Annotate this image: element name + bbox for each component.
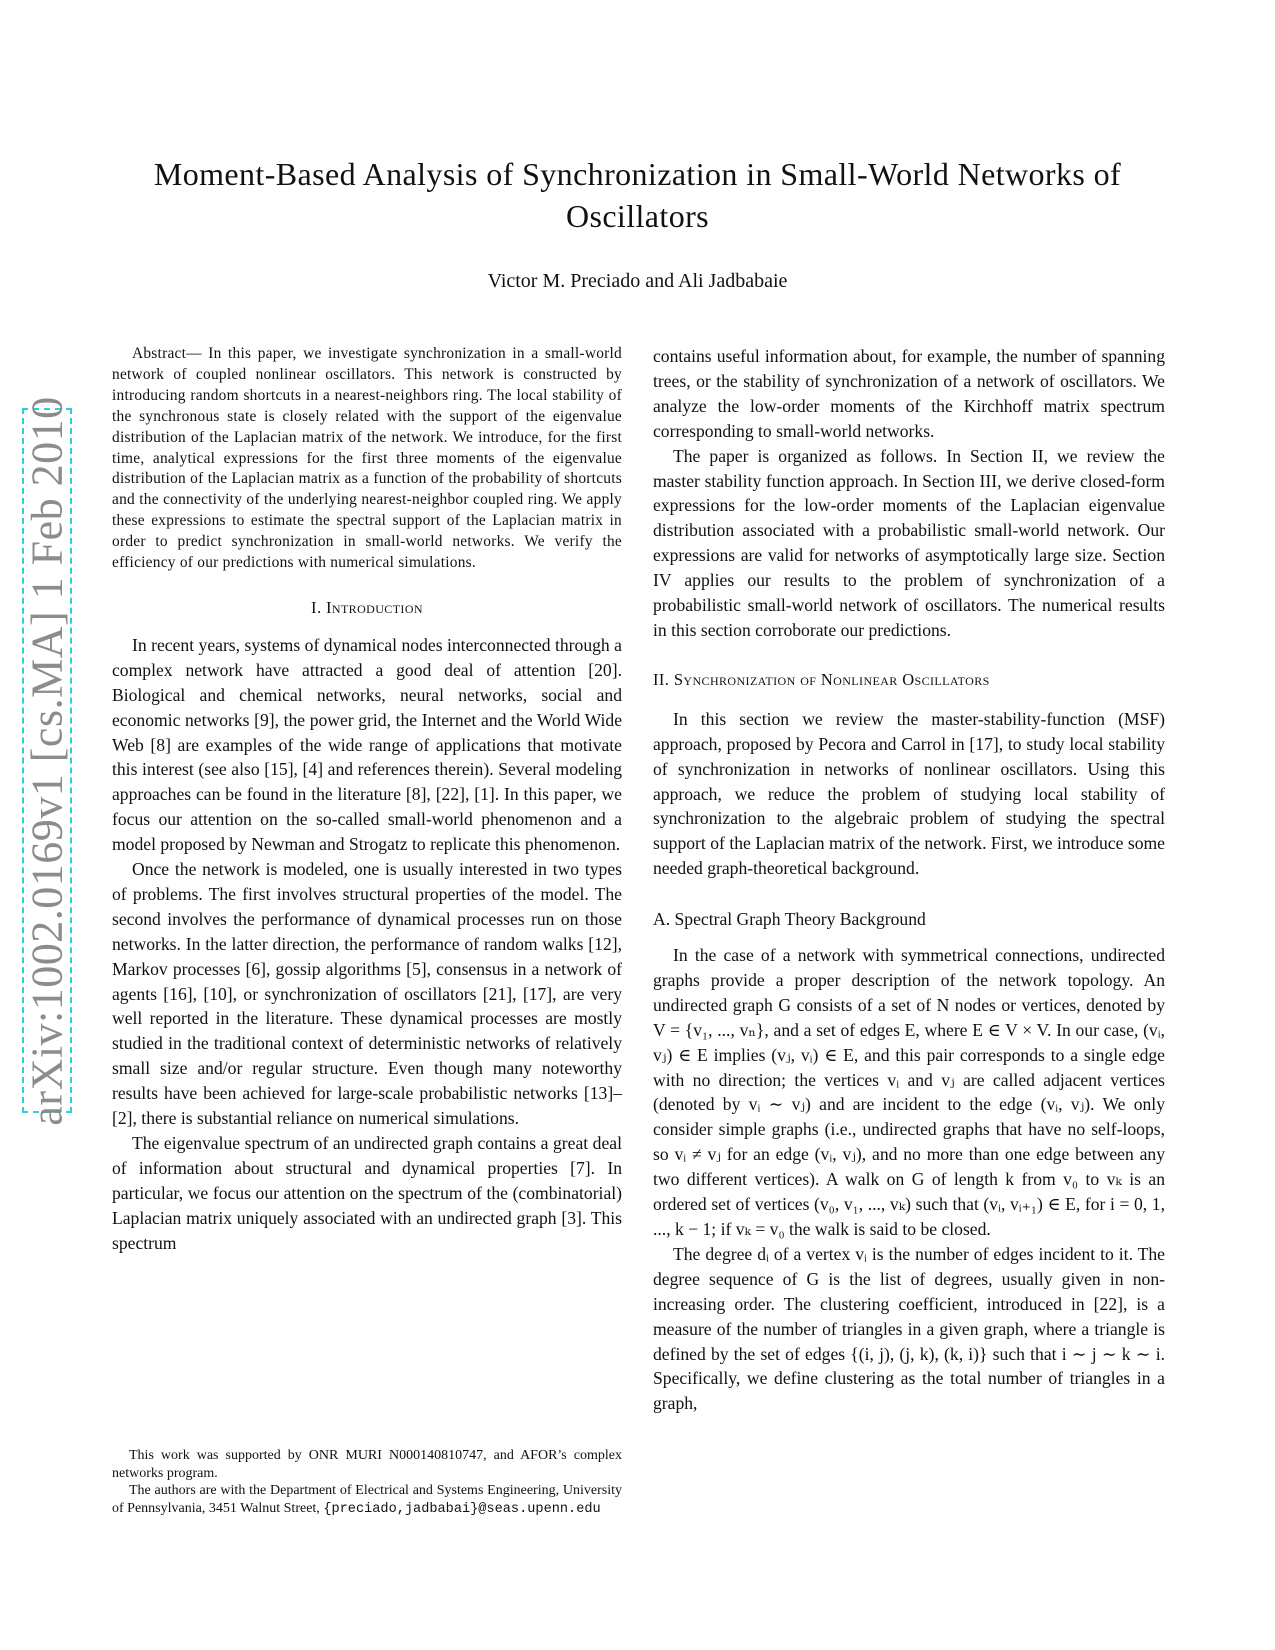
arxiv-identifier: arXiv:1002.0169v1 [cs.MA] 1 Feb 2010 [22,395,72,1126]
intro-paragraph-3: The eigenvalue spectrum of an undirected graph contains a great deal of information about structural and dynamical properties [7]. In particular, we focus our attention on the spectrum of the (combinatorial) Laplacian matrix uniquely associated with an undirected graph [3]. This spectrum [112,1133,622,1253]
subsection-heading-spectral: A. Spectral Graph Theory Background [653,909,926,930]
paper-title: Moment-Based Analysis of Synchronization in Small-World Networks of Oscillators [153,156,1122,234]
abstract: Abstract— In this paper, we investigate synchronization in a small-world network of coupled nonlinear oscillators. This network is constructed by introducing random shortcuts in a nearest-neighbors ring. The local stability of the synchronous state is closely related with the support of the eigenvalue distribution of the Laplacian matrix of the network. We introduce, for the first time, analytical expressions for the first three moments of the eigenvalue distribution of the Laplacian matrix as a function of the probability of shortcuts and the connectivity of the underlying nearest-neighbor coupled ring. We apply these expressions to estimate the spectral support of the Laplacian matrix in order to predict synchronization in small-world networks. We verify the efficiency of our predictions with numerical simulations. [112,345,622,572]
footnote-affiliation-text: The authors are with the Department of Electrical and Systems Engineering, University of Pennsylvania, 3451 Walnut Street, [112,1483,622,1516]
spectral-paragraph-2: The degree dᵢ of a vertex vᵢ is the number of edges incident to it. The degree sequence of G is the list of degrees, usually given in non-increasing order. The clustering coefficient, introduced in [22], is a measure of the number of triangles in a given graph, where a triangle is defined by the set of edges {(i, j), (j, k), (k, i)} such that i ∼ j ∼ k ∼ i. Specifically, we define clustering as the total number of triangles in a graph, [653,1243,1165,1414]
footnote-affiliation [112,1482,622,1518]
footnote-funding: This work was supported by ONR MURI N000140810747, and AFOR’s complex networks program. [112,1448,622,1481]
intro-paragraph-2: Once the network is modeled, one is usually interested in two types of problems. The first involves structural properties of the model. The second involves the performance of dynamical processes run on those networks. In the latter direction, the performance of random walks [12], Markov processes [6], gossip algorithms [5], consensus in a network of agents [16], [10], or synchronization of oscillators [21], [17], are very well reported in the literature. These dynamical processes are mostly studied in the traditional context of deterministic networks of relatively small size and/or regular structure. Even though many noteworthy results have been achieved for large-scale probabilistic networks [13]– [2], there is substantial reliance on numerical simulations. [112,859,622,1129]
intro-paragraph-1: In recent years, systems of dynamical nodes interconnected through a complex network have attracted a good deal of attention [20]. Biological and chemical networks, neural networks, social and economic networks [9], the power grid, the Internet and the World Wide Web [8] are examples of the wide range of applications that motivate this interest (see also [15], [4] and references therein). Several modeling approaches can be found in the literature [8], [22], [1]. In this paper, we focus our attention on the so-called small-world phenomenon and a model proposed by Newman and Strogatz to replicate this phenomenon. [112,634,622,855]
paper-authors: Victor M. Preciado and Ali Jadbabaie [487,270,788,292]
spectral-paragraph-1: In the case of a network with symmetrical connections, undirected graphs provide a proper description of the network topology. An undirected graph G consists of a set of N nodes or vertices, denoted by V = {v₁, ..., vₙ}, and a set of edges E, where E ∈ V × V. In our case, (vᵢ, vⱼ) ∈ E implies (vⱼ, vᵢ) ∈ E, and this pair corresponds to a single edge with no direction; the vertices vᵢ and vⱼ are called adjacent vertices (denoted by vᵢ ∼ vⱼ) and are incident to the edge (vᵢ, vⱼ). We only consider simple graphs (i.e., undirected graphs that have no self-loops, so vᵢ ≠ vⱼ for an edge (vᵢ, vⱼ), and no more than one edge between any two different vertices). A walk on G of length k from v₀ to vₖ is an ordered set of vertices (v₀, v₁, ..., vₖ) such that (vᵢ, vᵢ₊₁) ∈ E, for i = 0, 1, ..., k − 1; if vₖ = v₀ the walk is said to be closed. [653,945,1165,1239]
right-column [653,344,1165,1416]
section-heading-synchronization: II. Synchronization of Nonlinear Oscillators [653,669,990,689]
intro-paragraph-4: The paper is organized as follows. In Section II, we review the master stability function approach. In Section III, we derive closed-form expressions for the low-order moments of the Laplacian eigenvalue distribution associated with a probabilistic small-world network. Our expressions are valid for networks of asymptotically large size. Section IV applies our results to the problem of synchronization of a probabilistic small-world network of oscillators. The numerical results in this section corroborate our predictions. [653,445,1165,640]
section-heading-introduction: I. Introduction [311,597,423,617]
footnotes [112,1447,622,1518]
sync-paragraph-1: In this section we review the master-stability-function (MSF) approach, proposed by Pecora and Carrol in [17], to study local stability of synchronization in networks of nonlinear oscillators. Using this approach, we reduce the problem of studying local stability of synchronization to the algebraic problem of studying the spectral support of the Laplacian matrix of the network. First, we introduce some needed graph-theoretical background. [653,708,1165,879]
author-email: {preciado,jadbabai}@seas.upenn.edu [323,1501,601,1517]
left-column [112,344,622,1256]
arxiv-stamp [22,395,72,1126]
intro-paragraph-3-continued: contains useful information about, for example, the number of spanning trees, or the stability of synchronization of a network of oscillators. We analyze the low-order moments of the Kirchhoff matrix spectrum corresponding to small-world networks. [653,346,1165,441]
